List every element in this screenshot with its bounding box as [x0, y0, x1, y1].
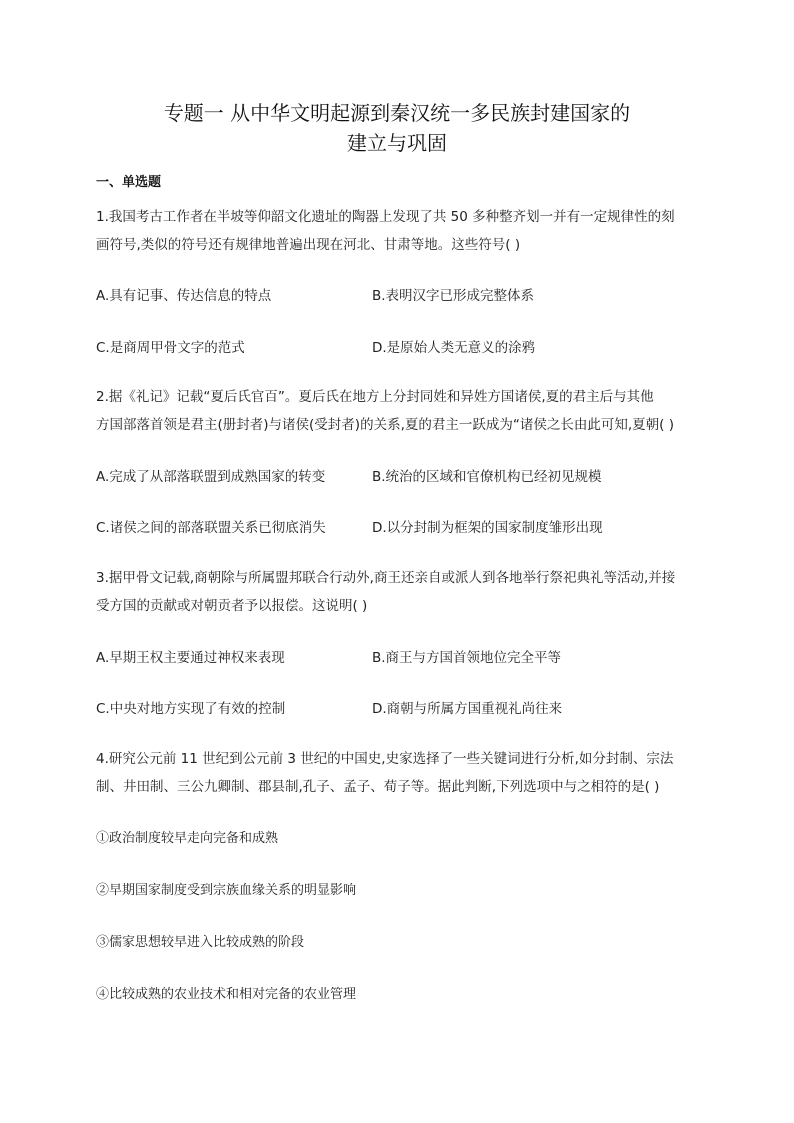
- document-title-line1: 专题一 从中华文明起源到秦汉统一多民族封建国家的: [163, 101, 631, 125]
- question-1-option-c: C.是商周甲骨文字的范式: [96, 340, 245, 356]
- question-3-option-d: D.商朝与所属方国重视礼尚往来: [372, 701, 563, 717]
- question-4-line-2: 制、井田制、三公九卿制、郡县制,孔子、孟子、荀子等。据此判断,下列选项中与之相符的是( ): [96, 779, 660, 795]
- question-3-option-c: C.中央对地方实现了有效的控制: [96, 701, 286, 717]
- question-4-item-1: ①政治制度较早走向完备和成熟: [96, 831, 279, 846]
- question-3-option-b: B.商王与方国首领地位完全平等: [372, 650, 562, 666]
- question-1-option-b: B.表明汉字已形成完整体系: [372, 288, 535, 304]
- question-3-option-a: A.早期王权主要通过神权来表现: [96, 650, 285, 666]
- question-2-option-a: A.完成了从部落联盟到成熟国家的转变: [96, 469, 326, 485]
- question-1-line-2: 画符号,类似的符号还有规律地普遍出现在河北、甘肃等地。这些符号( ): [96, 237, 521, 253]
- question-4-line-1: 4.研究公元前 11 世纪到公元前 3 世纪的中国史,史家选择了一些关键词进行分析,如分封制、宗法: [96, 751, 674, 767]
- question-1-option-a: A.具有记事、传达信息的特点: [96, 288, 272, 304]
- question-3-line-2: 受方国的贡献或对朝贡者予以报偿。这说明( ): [96, 598, 368, 614]
- question-2-line-2: 方国部落首领是君主(册封者)与诸侯(受封者)的关系,夏的君主一跃成为“诸侯之长由此可知,夏朝( ): [96, 417, 674, 433]
- question-2-option-c: C.诸侯之间的部落联盟关系已彻底消失: [96, 520, 326, 536]
- question-4-item-3: ③儒家思想较早进入比较成熟的阶段: [96, 935, 305, 950]
- question-2-option-b: B.统治的区域和官僚机构已经初见规模: [372, 469, 602, 485]
- question-1-line-1: 1.我国考古工作者在半坡等仰韶文化遗址的陶器上发现了共 50 多种整齐划一并有一定规律性的刻: [96, 209, 675, 225]
- question-3-line-1: 3.据甲骨文记载,商朝除与所属盟邦联合行动外,商王还亲自或派人到各地举行祭祀典礼等活动,并接: [96, 570, 676, 586]
- question-4-item-4: ④比较成熟的农业技术和相对完备的农业管理: [96, 987, 357, 1002]
- question-2-option-d: D.以分封制为框架的国家制度雏形出现: [372, 520, 603, 536]
- question-4-item-2: ②早期国家制度受到宗族血缘关系的明显影响: [96, 883, 357, 898]
- question-1-option-d: D.是原始人类无意义的涂鸦: [372, 340, 536, 356]
- question-2-line-1: 2.据《礼记》记载“夏后氏官百”。夏后氏在地方上分封同姓和异姓方国诸侯,夏的君主后与其他: [96, 389, 654, 405]
- document-title-line2: 建立与巩固: [347, 131, 447, 155]
- section-heading: 一、单选题: [96, 175, 162, 190]
